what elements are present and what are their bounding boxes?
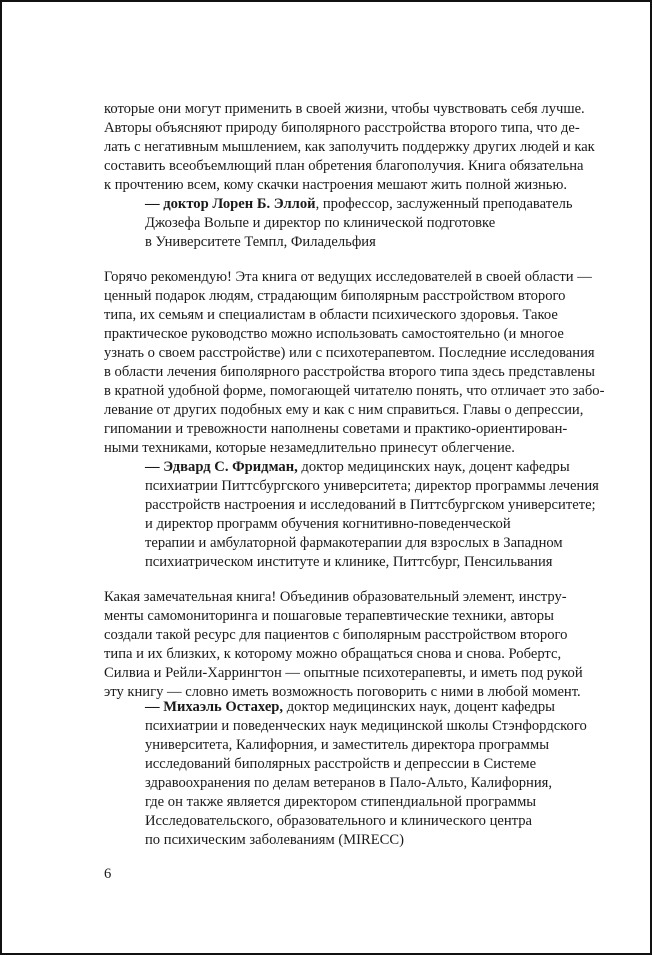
text-line: которые они могут применить в своей жизни, чтобы чувствовать себя лучше. xyxy=(104,101,585,117)
text-line: гипомании и тревожности наполнены советами и практико-ориентирован- xyxy=(104,421,568,437)
author-name: — Эдвард С. Фридман, xyxy=(145,459,298,475)
text-line: Какая замечательная книга! Объединив образовательный элемент, инстру- xyxy=(104,589,567,605)
author-credentials: доктор медицинских наук, доцент кафедры xyxy=(283,699,555,715)
author-credentials-line: университета, Калифорния, и заместитель директора программы xyxy=(145,737,550,753)
author-credentials-line: психиатрии Питтсбургского университета; директор программы лечения xyxy=(145,478,599,494)
text-line: Авторы объясняют природу биполярного расстройства второго типа, что де- xyxy=(104,120,580,136)
author-name: — доктор Лорен Б. Эллой xyxy=(145,196,316,212)
text-line: в области лечения биполярного расстройства второго типа здесь представлены xyxy=(104,364,595,380)
text-line: Силвиа и Рейли-Харрингтон — опытные психотерапевты, и иметь под рукой xyxy=(104,665,583,681)
quote-attribution xyxy=(145,195,573,252)
author-credentials-line: психиатрии и поведенческих наук медицинской школы Стэнфордского xyxy=(145,718,587,734)
author-credentials: доктор медицинских наук, доцент кафедры xyxy=(297,459,570,475)
text-line: к прочтению всем, кому скачки настроения мешают жить полной жизнью. xyxy=(104,177,568,193)
author-credentials-line: расстройств настроения и исследований в Питтсбургском университете; xyxy=(145,497,596,513)
quote-attribution xyxy=(145,458,599,572)
author-credentials-line: по психическим заболеваниям (MIRECC) xyxy=(145,832,404,848)
page-number: 6 xyxy=(104,866,112,882)
author-credentials-line: психиатрическом институте и клинике, Питтсбург, Пенсильвания xyxy=(145,554,553,570)
text-line: Горячо рекомендую! Эта книга от ведущих исследователей в своей области — xyxy=(104,269,592,285)
text-line: ными техниками, которые незамедлительно принесут облегчение. xyxy=(104,440,515,456)
text-line: эту книгу — словно иметь возможность поговорить с ними в любой момент. xyxy=(104,684,581,700)
author-credentials-line: терапии и амбулаторной фармакотерапии для взрослых в Западном xyxy=(145,535,563,551)
author-credentials-line: исследований биполярных расстройств и депрессии в Системе xyxy=(145,756,537,772)
quote-paragraph xyxy=(104,588,583,702)
author-name: — Михаэль Остахер, xyxy=(145,699,284,715)
text-line: в кратной удобной форме, помогающей читателю понять, что отличает это забо- xyxy=(104,383,605,399)
author-credentials-line: в Университете Темпл, Филадельфия xyxy=(145,234,376,250)
quote-attribution xyxy=(145,698,587,850)
author-credentials-line: и директор программ обучения когнитивно-поведенческой xyxy=(145,516,511,532)
attribution-first-line xyxy=(145,195,573,214)
text-line: лать с негативным мышлением, как заполучить поддержку других людей и как xyxy=(104,139,595,155)
attribution-first-line xyxy=(145,458,599,477)
text-line: создали такой ресурс для пациентов с биполярным расстройством второго xyxy=(104,627,568,643)
author-credentials-line: здравоохранения по делам ветеранов в Пало-Альто, Калифорния, xyxy=(145,775,553,791)
author-credentials-line: Джозефа Вольпе и директор по клинической подготовке xyxy=(145,215,496,231)
text-line: практическое руководство можно использовать самостоятельно (и многое xyxy=(104,326,564,342)
author-credentials-line: где он также является директором стипендиальной программы xyxy=(145,794,537,810)
attribution-first-line xyxy=(145,698,587,717)
author-credentials: , профессор, заслуженный преподаватель xyxy=(315,196,573,212)
text-line: типа, их семьям и специалистам в области психического здоровья. Такое xyxy=(104,307,558,323)
text-line: составить всеобъемлющий план обретения благополучия. Книга обязательна xyxy=(104,158,584,174)
text-line: узнать о своем расстройстве) или с психотерапевтом. Последние исследования xyxy=(104,345,595,361)
quote-paragraph xyxy=(104,100,595,195)
text-line: типа и их близких, к которому можно обращаться снова и снова. Робертс, xyxy=(104,646,562,662)
text-line: левание от других подобных ему и как с ним справиться. Главы о депрессии, xyxy=(104,402,584,418)
text-line: ценный подарок людям, страдающим биполярным расстройством второго xyxy=(104,288,566,304)
quote-paragraph xyxy=(104,268,605,458)
text-line: менты самомониторинга и пошаговые терапевтические техники, авторы xyxy=(104,608,554,624)
author-credentials-line: Исследовательского, образовательного и клинического центра xyxy=(145,813,533,829)
